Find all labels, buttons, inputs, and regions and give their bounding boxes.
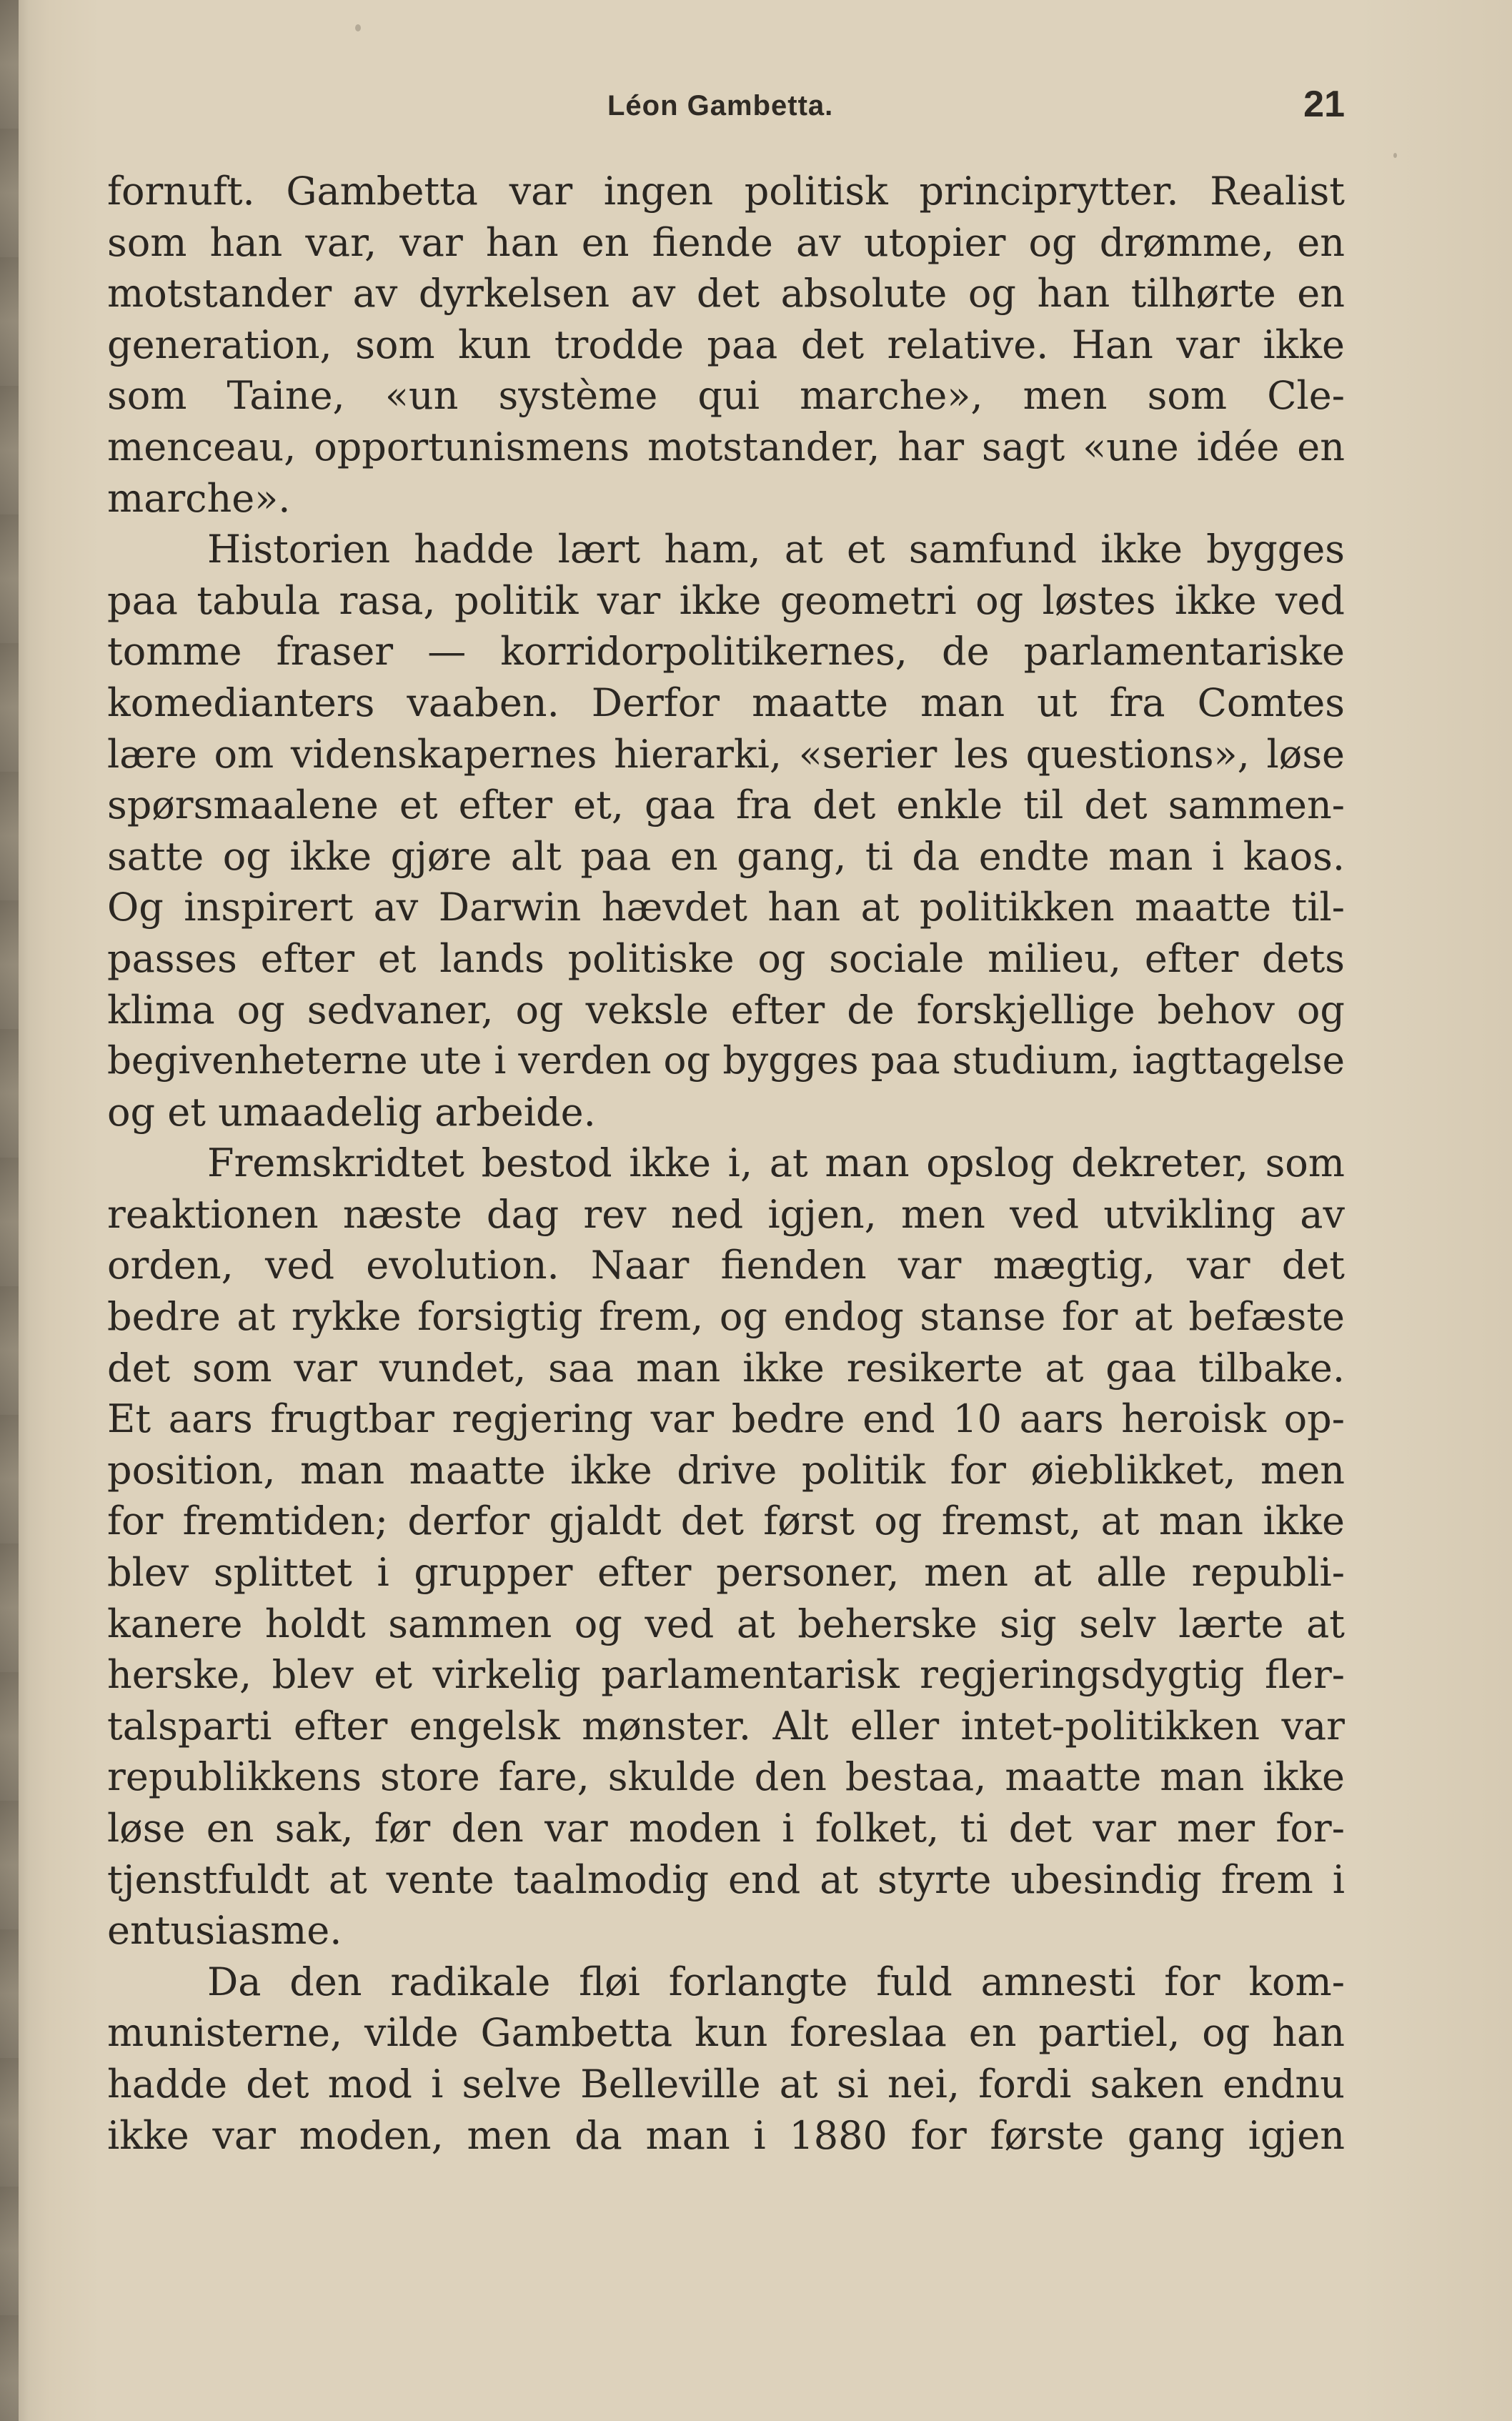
text-line: og et umaadelig arbeide. bbox=[107, 1089, 596, 1135]
text-line: Fremskridtet bestod ikke i, at man opslog dekreter, som bbox=[207, 1140, 1345, 1186]
text-line: reaktionen næste dag rev ned igjen, men ved utvikling av bbox=[107, 1191, 1345, 1237]
page-number: 21 bbox=[1303, 84, 1345, 125]
text-line: munisterne, vilde Gambetta kun foreslaa en partiel, og han bbox=[107, 2010, 1345, 2056]
text-line: tomme fraser — korridorpolitikernes, de parlamentariske bbox=[107, 629, 1345, 675]
text-line: blev splittet i grupper efter personer, men at alle republi- bbox=[107, 1550, 1345, 1596]
text-line: begivenheterne ute i verden og bygges paa studium, iagttagelse bbox=[107, 1039, 1345, 1083]
text-line: det som var vundet, saa man ikke resikerte at gaa tilbake. bbox=[107, 1345, 1345, 1391]
text-line: menceau, opportunismens motstander, har sagt «une idée en bbox=[107, 424, 1345, 469]
text-line: Et aars frugtbar regjering var bedre end 10 aars heroisk op- bbox=[107, 1396, 1345, 1442]
paper-speck bbox=[1393, 153, 1397, 158]
text-line: herske, blev et virkelig parlamentarisk regjeringsdygtig fler- bbox=[107, 1652, 1345, 1698]
running-head: Léon Gambetta. bbox=[607, 90, 834, 121]
paper-speck bbox=[355, 24, 361, 31]
text-line: løse en sak, før den var moden i folket, ti det var mer for- bbox=[107, 1806, 1345, 1851]
text-line: hadde det mod i selve Belleville at si nei, fordi saken endnu bbox=[107, 2061, 1345, 2107]
text-line: position, man maatte ikke drive politik for øieblikket, men bbox=[107, 1447, 1345, 1493]
text-line: som han var, var han en fiende av utopier og drømme, en bbox=[107, 219, 1345, 265]
text-line: lære om videnskapernes hierarki, «serier les questions», løse bbox=[107, 731, 1345, 777]
page-header bbox=[107, 80, 1345, 137]
text-line: paa tabula rasa, politik var ikke geometri og løstes ikke ved bbox=[107, 577, 1345, 623]
text-line: tjenstfuldt at vente taalmodig end at styrte ubesindig frem i bbox=[107, 1856, 1345, 1902]
text-line: fornuft. Gambetta var ingen politisk principrytter. Realist bbox=[107, 169, 1345, 214]
text-line: Historien hadde lært ham, at et samfund ikke bygges bbox=[207, 527, 1345, 572]
text-line: Og inspirert av Darwin hævdet han at politikken maatte til- bbox=[107, 885, 1345, 930]
text-line: spørsmaalene et efter et, gaa fra det enkle til det sammen- bbox=[107, 782, 1345, 828]
text-line: generation, som kun trodde paa det relative. Han var ikke bbox=[107, 322, 1345, 367]
text-line: Da den radikale fløi forlangte fuld amnesti for kom- bbox=[207, 1959, 1345, 2004]
text-line: entusiasme. bbox=[107, 1908, 342, 1954]
text-line: talsparti efter engelsk mønster. Alt eller intet-politikken var bbox=[107, 1703, 1345, 1749]
text-line: orden, ved evolution. Naar fienden var mægtig, var det bbox=[107, 1243, 1345, 1288]
text-line: passes efter et lands politiske og sociale milieu, efter dets bbox=[107, 935, 1345, 981]
text-line: republikkens store fare, skulde den bestaa, maatte man ikke bbox=[107, 1754, 1345, 1800]
body-text bbox=[107, 166, 1345, 2161]
text-line: komedianters vaaben. Derfor maatte man ut fra Comtes bbox=[107, 680, 1345, 725]
text-line: for fremtiden; derfor gjaldt det først og fremst, at man ikke bbox=[107, 1498, 1345, 1544]
text-line: som Taine, «un système qui marche», men som Cle- bbox=[107, 373, 1345, 419]
text-line: motstander av dyrkelsen av det absolute og han tilhørte en bbox=[107, 271, 1345, 317]
text-line: marche». bbox=[107, 475, 291, 521]
text-line: bedre at rykke forsigtig frem, og endog stanse for at befæste bbox=[107, 1294, 1345, 1340]
text-line: satte og ikke gjøre alt paa en gang, ti da endte man i kaos. bbox=[107, 833, 1345, 879]
book-spine-shadow bbox=[0, 0, 19, 2421]
text-line: klima og sedvaner, og veksle efter de forskjellige behov og bbox=[107, 987, 1345, 1033]
text-line: kanere holdt sammen og ved at beherske sig selv lærte at bbox=[107, 1601, 1345, 1646]
text-line: ikke var moden, men da man i 1880 for første gang igjen bbox=[107, 2112, 1345, 2158]
